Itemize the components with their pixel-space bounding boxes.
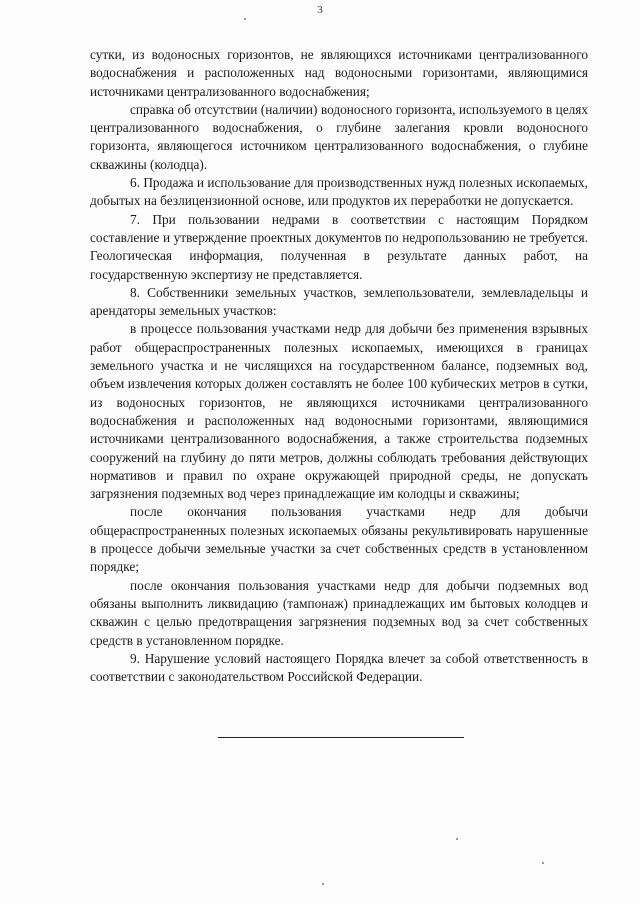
paragraph-certificate: справка об отсутствии (наличии) водоносного горизонта, используемого в целях централизованного водоснабжения, о глубине залегания кровли водоносного горизонта, являющегося источником централизованного водоснабжения, о глубине скважины (колодца). — [90, 101, 588, 172]
paragraph-item-9: 9. Нарушение условий настоящего Порядка влечет за собой ответственность в соответствии с законодательством Российской Федерации. — [90, 650, 588, 685]
scan-speck — [456, 838, 458, 840]
paragraph-continuation: сутки, из водоносных горизонтов, не являющихся источниками централизованного водоснабжения и расположенных над водоносными горизонтами, являющимися источниками централизованного водоснабжения; — [90, 47, 588, 99]
paragraph-item-6: 6. Продажа и использование для производственных нужд полезных ископаемых, добытых на безлицензионной основе, или продуктов их переработки не допускается. — [90, 175, 588, 209]
paragraph-item-8-duty-2: после окончания пользования участками недр для добычи общераспространенных полезных ископаемых обязаны рекультивировать нарушенные в процессе добычи земельные участки за счет собственных средств в установленном порядке; — [90, 504, 588, 575]
paragraph-item-8-duty-1: в процессе пользования участками недр для добычи без применения взрывных работ общераспространенных полезных ископаемых, имеющихся в границах земельного участка и не числящихся на государственном балансе, подземных вод, объем извлечения которых должен составлять не более 100 кубических метров в сутки, из водоносных горизонтов, не являющихся источниками централизованного водоснабжения и расположенных над водоносными горизонтами, являющимися источниками централизованного водоснабжения, а также строительства подземных сооружений на глубину до пяти метров, должны соблюдать требования действующих нормативов и правил по охране окружающей природной среды, не допускать загрязнения подземных вод через принадлежащие им колодцы и скважины; — [90, 321, 588, 502]
paragraph-item-7: 7. При пользовании недрами в соответствии с настоящим Порядком составление и утверждение проектных документов по недропользованию не требуется. Геологическая информация, полученная в результате данных работ, на государственную экспертизу не представляется. — [90, 211, 588, 282]
document-body — [90, 46, 588, 686]
paragraph-item-8: 8. Собственники земельных участков, землепользователи, землевладельцы и арендаторы земельных участков: — [90, 284, 588, 319]
scan-speck — [244, 18, 246, 20]
page-number: 3 — [317, 4, 323, 16]
end-of-document-rule — [218, 737, 464, 738]
paragraph-item-8-duty-3: после окончания пользования участками недр для добычи подземных вод обязаны выполнить ликвидацию (тампонаж) принадлежащих им бытовых колодцев и скважин с целью предотвращения загрязнения подземных вод за счет собственных средств в установленном порядке. — [90, 577, 588, 648]
scan-speck — [322, 883, 324, 885]
scan-speck — [542, 862, 544, 864]
